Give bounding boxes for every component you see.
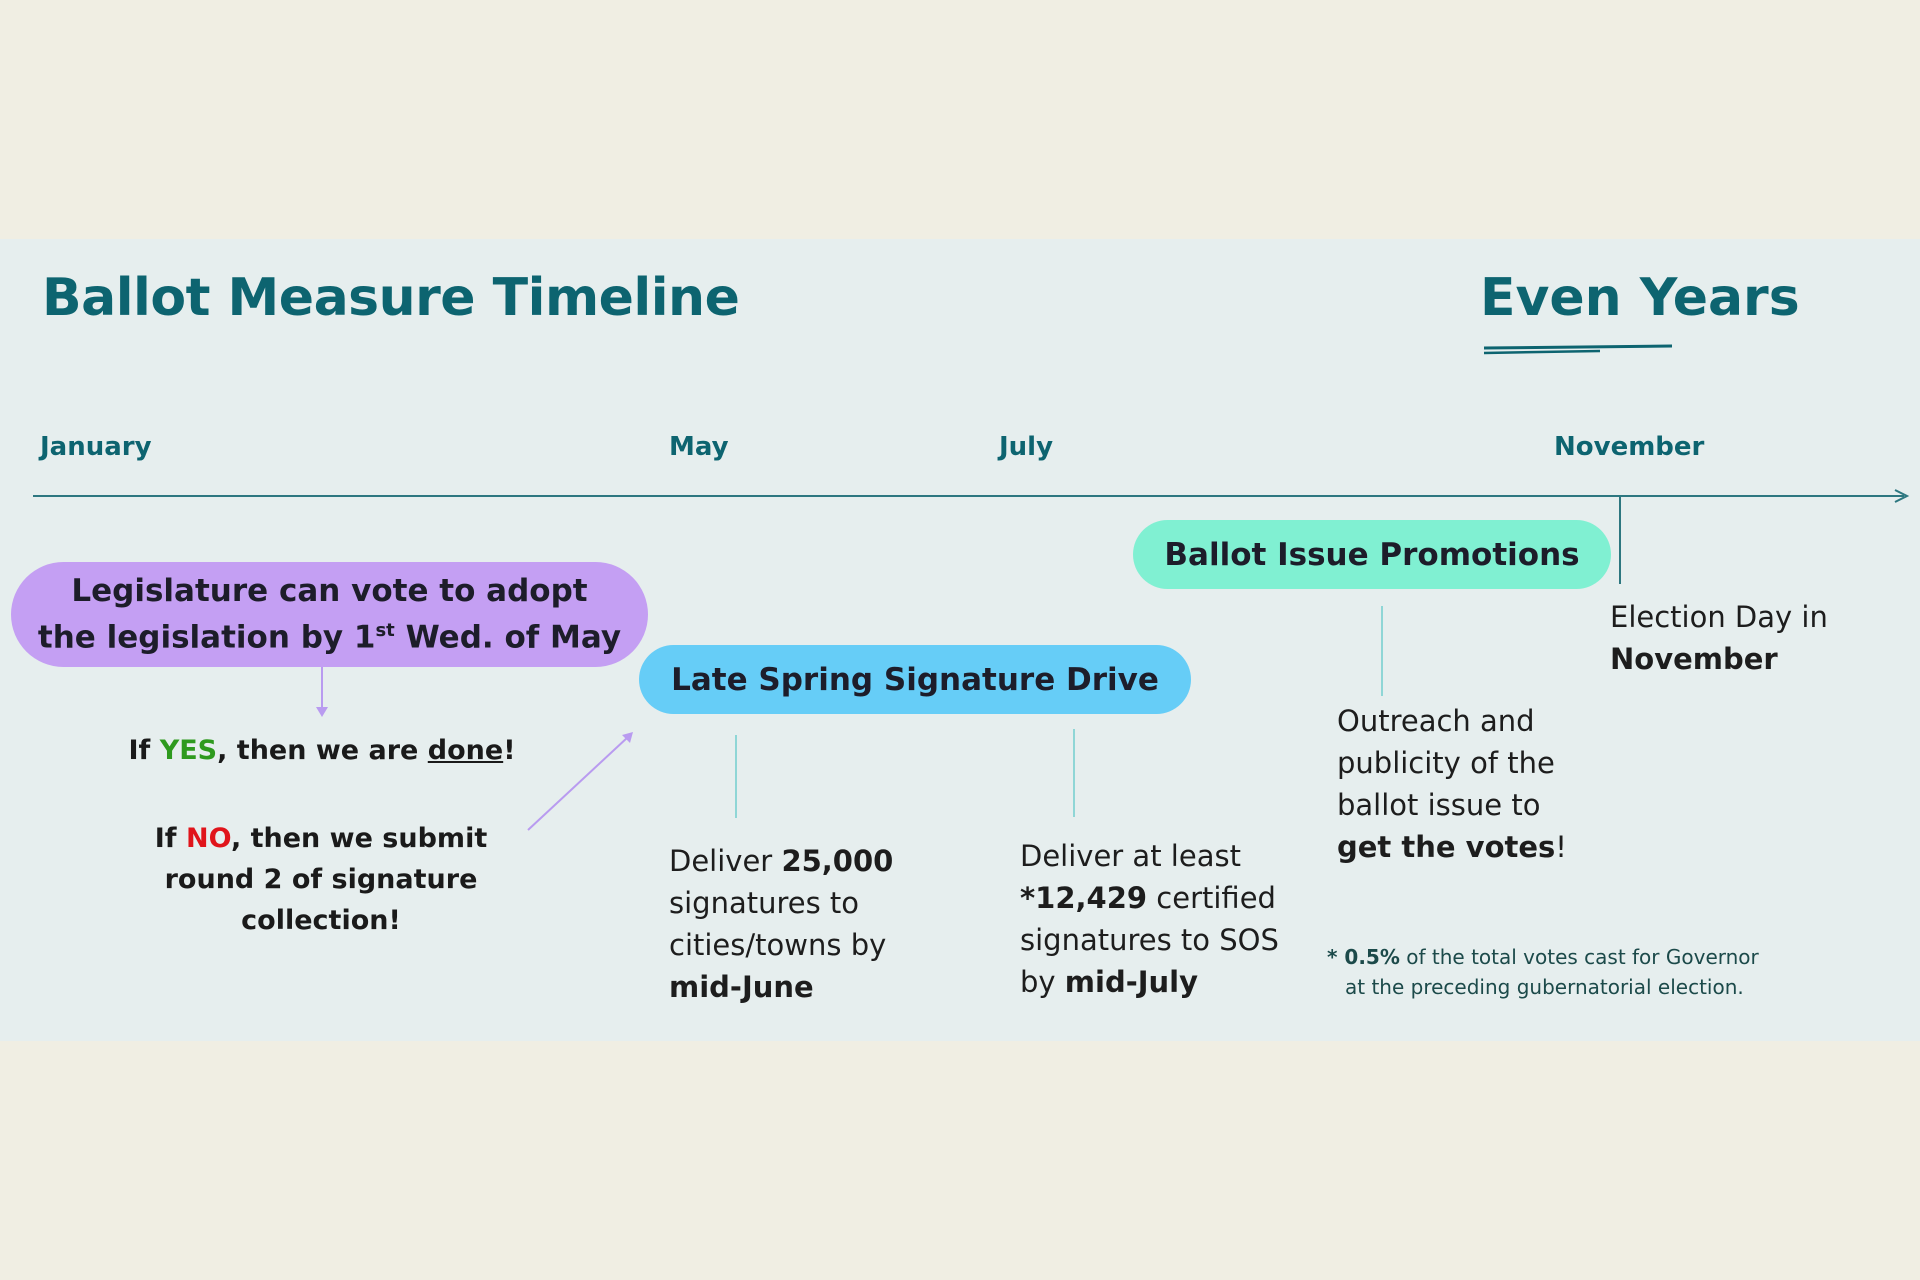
d1-b: 25,000: [781, 844, 894, 878]
footnote-l2: at the preceding gubernatorial election.: [1345, 975, 1744, 999]
d2-e: mid-July: [1064, 965, 1199, 999]
deliver-25000-text: [669, 840, 893, 1008]
p-l2: publicity of the: [1337, 746, 1555, 780]
no-line1: [71, 818, 571, 859]
legislature-line1: Legislature can vote to adopt: [71, 573, 588, 610]
p-l4b: get the votes: [1337, 830, 1556, 864]
legislature-line2-text: the legislation by 1: [37, 619, 376, 656]
yes-mid: , then we are: [217, 735, 428, 766]
no-outcome: [71, 818, 571, 941]
d2-c: signatures to SOS: [1020, 923, 1279, 957]
footnote-star: *: [1327, 945, 1345, 969]
no-line1-post: , then we submit: [230, 823, 488, 854]
legislature-line2-end: Wed. of May: [394, 619, 622, 656]
outreach-text: [1337, 700, 1567, 868]
d1-a: Deliver: [669, 844, 782, 878]
signature-drive-pill: Late Spring Signature Drive: [639, 645, 1191, 714]
footnote-l1: of the total votes cast for Governor: [1399, 945, 1759, 969]
promotions-pill: Ballot Issue Promotions: [1133, 520, 1611, 589]
yes-pre: If: [128, 735, 160, 766]
d1-c: signatures to: [669, 886, 860, 920]
d1-e: mid-June: [669, 970, 814, 1004]
yes-word: YES: [159, 735, 218, 766]
month-may: May: [669, 432, 729, 462]
no-pre: If: [154, 823, 186, 854]
d2-d: by: [1020, 965, 1065, 999]
month-january: January: [40, 432, 152, 462]
footnote-pct: 0.5%: [1344, 945, 1400, 969]
p-l3: ballot issue to: [1337, 788, 1541, 822]
month-july: July: [999, 432, 1054, 462]
d2-b2: certified: [1147, 881, 1276, 915]
no-line3: collection!: [241, 905, 401, 936]
deliver-12429-text: [1020, 835, 1279, 1003]
month-november: November: [1554, 432, 1705, 462]
connector-line: [1381, 606, 1383, 696]
done-word: done: [427, 735, 504, 766]
yes-end: !: [503, 735, 516, 766]
underline-decoration: [1480, 342, 1680, 358]
connector-line: [735, 735, 737, 818]
connector-line: [1073, 729, 1075, 817]
d2-b: *12,429: [1020, 881, 1148, 915]
d2-a: Deliver at least: [1020, 839, 1241, 873]
no-word: NO: [185, 823, 231, 854]
election-l1: Election Day in: [1610, 600, 1828, 634]
no-line2: round 2 of signature: [164, 864, 478, 895]
page-title: Ballot Measure Timeline: [42, 268, 740, 328]
arrow-diagonal-icon: [520, 725, 640, 835]
d1-d: cities/towns by: [669, 928, 887, 962]
yes-outcome: [72, 730, 572, 771]
footnote: [1327, 942, 1759, 1002]
subtitle-even-years: Even Years: [1480, 268, 1800, 328]
legislature-line2: [38, 611, 621, 657]
arrow-down-icon: [310, 667, 334, 719]
p-l4e: !: [1555, 830, 1567, 864]
p-l1: Outreach and: [1337, 704, 1535, 738]
superscript: st: [375, 620, 395, 642]
election-day-text: [1610, 596, 1828, 680]
legislature-pill: [11, 562, 648, 667]
election-l2: November: [1610, 642, 1778, 676]
